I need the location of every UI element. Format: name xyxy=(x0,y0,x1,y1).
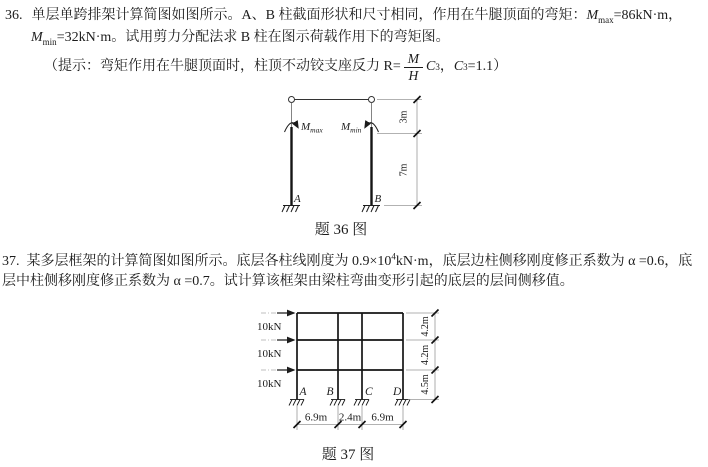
figure-37-caption: 题 37 图 xyxy=(321,447,375,463)
span-label-3: 6.9m xyxy=(371,411,394,424)
fraction-numerator: M xyxy=(404,51,423,68)
column-a-label: A xyxy=(294,193,301,205)
mmin-value: =32kN·m。 xyxy=(56,30,126,45)
dim-3m-label: 3m xyxy=(398,110,410,124)
frame-columns xyxy=(297,313,403,400)
load-label-3: 10kN xyxy=(257,378,282,390)
load-label-1: 10kN xyxy=(257,321,282,333)
problem-36-text-2: 试用剪力分配法求 B 柱在图示荷载作用下的弯矩图。 xyxy=(125,30,450,45)
hint-prefix: （提示：弯矩作用在牛腿顶面时，柱顶不动铰支座反力 R= xyxy=(44,59,401,74)
frame-beams xyxy=(297,313,403,370)
span-label-2: 2.4m xyxy=(338,411,362,424)
column-c-label-37: C xyxy=(365,386,373,398)
problem-37-number: 37. xyxy=(2,254,20,269)
problem-36-line-1 xyxy=(5,6,682,26)
problem-36-hint: （提示：弯矩作用在牛腿顶面时，柱顶不动铰支座反力 R= $\frac{M}{H}$ C 3 ， C 3 =1.1） xyxy=(44,50,508,83)
figure-36-diagram xyxy=(250,90,445,245)
figure-37-diagram xyxy=(248,300,448,467)
fixed-support-a xyxy=(282,206,300,213)
column-d-label-37: D xyxy=(393,386,402,398)
fixed-support-b xyxy=(362,206,380,213)
problem-36-number: 36. xyxy=(5,8,23,23)
height-label-1: 4.2m xyxy=(420,316,431,337)
problem-36-line-2 xyxy=(31,28,450,48)
column-b-label-37: B xyxy=(326,386,334,398)
fraction-m-over-h xyxy=(404,51,423,83)
mmax-label: $M_{max}$ xyxy=(301,121,323,135)
mmax-subscript: max xyxy=(598,14,614,25)
span-label-1: 6.9m xyxy=(304,411,328,424)
height-label-2: 4.2m xyxy=(420,344,431,366)
column-b-label: B xyxy=(374,193,382,205)
mmax-value: =86kN·m， xyxy=(613,8,683,23)
fixed-supports-37 xyxy=(289,400,410,406)
load-label-2: 10kN xyxy=(257,348,282,360)
exponent-4: 4 xyxy=(391,251,396,262)
c3-value: =1.1） xyxy=(467,59,508,74)
column-a-label-37: A xyxy=(299,386,307,398)
hinge-circle-left xyxy=(289,97,295,103)
problem-37-line-2: 层中柱侧移刚度修正系数为 α =0.7。试计算该框架由梁柱弯曲变形引起的底层的层间侧移值。 xyxy=(2,274,574,289)
mmin-label: $M_{min}$ xyxy=(341,121,362,135)
problem-37-text-1b: kN·m，底层边柱侧移刚度修正系数为 α =0.6，底 xyxy=(395,254,693,269)
figure-36-caption: 题 36 图 xyxy=(314,222,368,238)
hint-comma: ， xyxy=(439,59,454,74)
problem-37-line-1 xyxy=(2,252,692,272)
dim-7m-label: 7m xyxy=(398,163,410,177)
fraction-denominator: H xyxy=(408,67,419,83)
mmin-symbol: M xyxy=(31,30,43,45)
height-label-3: 4.5m xyxy=(420,374,431,395)
problem-37-text-1: 某多层框架的计算简图如图所示。底层各柱线刚度为 0.9×10 xyxy=(26,254,392,269)
mmin-subscript: min xyxy=(42,36,57,47)
c3-symbol-2: C xyxy=(453,59,464,74)
c3-symbol: C xyxy=(425,59,436,74)
problem-36-text-1: 单层单跨排架计算简图如图所示。A、B 柱截面形状和尺寸相同，作用在牛腿顶面的弯矩： xyxy=(31,8,587,23)
hinge-circle-right xyxy=(369,97,375,103)
mmax-symbol: M xyxy=(586,8,599,23)
